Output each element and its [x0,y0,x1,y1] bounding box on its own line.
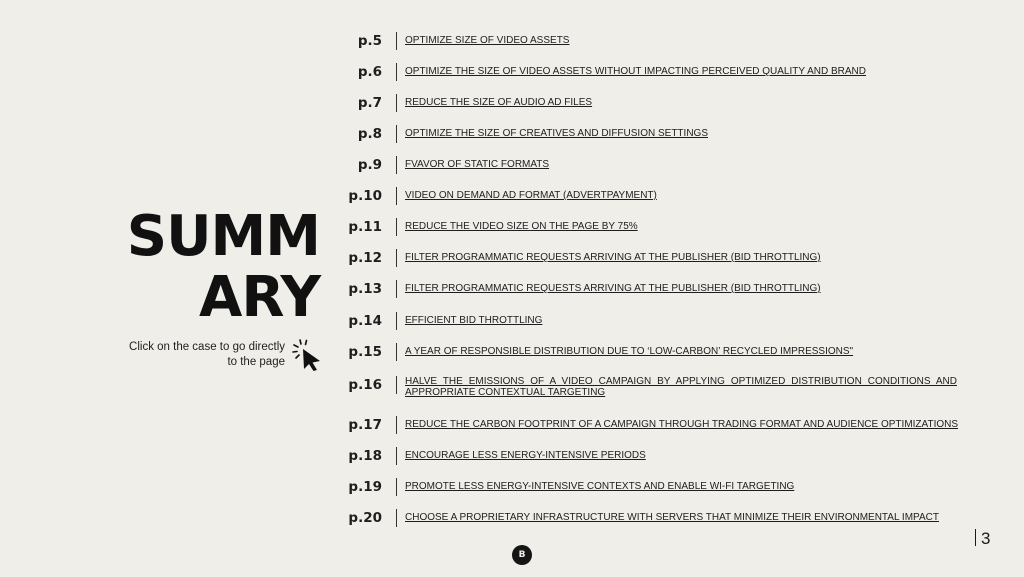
toc-divider [396,447,397,465]
toc-divider [396,509,397,527]
toc-page-number[interactable]: p.7 [357,95,382,111]
toc-divider [396,63,397,81]
toc-divider [396,218,397,236]
toc-page-number[interactable]: p.14 [348,313,382,329]
toc-page-number[interactable]: p.16 [348,377,382,393]
toc-link[interactable]: FILTER PROGRAMMATIC REQUESTS ARRIVING AT THE PUBLISHER (BID THROTTLING) [405,252,821,263]
title-line-1: SUMM [126,204,320,269]
toc-divider [396,125,397,143]
toc-link[interactable]: VIDEO ON DEMAND AD FORMAT (ADVERTPAYMENT) [405,190,657,201]
toc-page-number[interactable]: p.17 [348,417,382,433]
toc-page-number[interactable]: p.20 [348,510,382,526]
toc-divider [396,312,397,330]
toc-link[interactable]: EFFICIENT BID THROTTLING [405,315,543,326]
instruction-line-1: Click on the case to go directly [129,341,285,353]
toc-divider [396,376,397,394]
toc-page-number[interactable]: p.12 [348,250,382,266]
toc-page-number[interactable]: p.19 [348,479,382,495]
toc-link[interactable]: CHOOSE A PROPRIETARY INFRASTRUCTURE WITH SERVERS THAT MINIMIZE THEIR ENVIRONMENTAL IMPACT [405,512,939,523]
title-line-2: ARY [199,265,320,330]
toc-page-number[interactable]: p.13 [348,281,382,297]
toc-link[interactable]: OPTIMIZE THE SIZE OF VIDEO ASSETS WITHOUT IMPACTING PERCEIVED QUALITY AND BRAND [405,66,866,77]
toc-divider [396,478,397,496]
toc-page-number[interactable]: p.6 [357,64,382,80]
toc-divider [396,156,397,174]
toc-divider [396,416,397,434]
brand-logo-icon [512,545,532,565]
toc-link[interactable]: FILTER PROGRAMMATIC REQUESTS ARRIVING AT THE PUBLISHER (BID THROTTLING) [405,283,821,294]
toc-divider [396,280,397,298]
toc-page-number[interactable]: p.5 [357,33,382,49]
toc-page-number[interactable]: p.18 [348,448,382,464]
toc-link[interactable]: REDUCE THE SIZE OF AUDIO AD FILES [405,97,593,108]
toc-divider [396,94,397,112]
toc-page-number[interactable]: p.9 [357,157,382,173]
toc-link[interactable]: FVAVOR OF STATIC FORMATS [405,159,550,170]
page-number-divider [975,529,976,546]
logo-letter: B [518,550,526,560]
toc-divider [396,343,397,361]
toc-link[interactable]: HALVE THE EMISSIONS OF A VIDEO CAMPAIGN BY APPLYING OPTIMIZED DISTRIBUTION CONDITIONS AND APPROPRIATE CONTEXTUAL TARGETING [405,376,957,398]
toc-link[interactable]: REDUCE THE CARBON FOOTPRINT OF A CAMPAIGN THROUGH TRADING FORMAT AND AUDIENCE OPTIMIZATIONS [405,419,959,430]
toc-divider [396,249,397,267]
toc-page-number[interactable]: p.11 [348,219,382,235]
slide-page-number [975,529,990,549]
toc-divider [396,187,397,205]
toc-link[interactable]: PROMOTE LESS ENERGY-INTENSIVE CONTEXTS AND ENABLE WI-FI TARGETING [405,481,795,492]
toc-link[interactable]: REDUCE THE VIDEO SIZE ON THE PAGE BY 75% [405,221,638,232]
toc-link[interactable]: OPTIMIZE SIZE OF VIDEO ASSETS [405,35,570,46]
toc-page-number[interactable]: p.10 [348,188,382,204]
toc-divider [396,32,397,50]
toc-link[interactable]: ENCOURAGE LESS ENERGY-INTENSIVE PERIODS [405,450,646,461]
toc-page-number[interactable]: p.15 [348,344,382,360]
instruction-line-2: to the page [227,356,285,368]
toc-page-number[interactable]: p.8 [357,126,382,142]
page-number-value: 3 [981,529,991,548]
toc-link[interactable]: OPTIMIZE THE SIZE OF CREATIVES AND DIFFUSION SETTINGS [405,128,708,139]
toc-link[interactable]: A YEAR OF RESPONSIBLE DISTRIBUTION DUE TO ‘LOW-CARBON’ RECYCLED IMPRESSIONS" [405,346,854,357]
